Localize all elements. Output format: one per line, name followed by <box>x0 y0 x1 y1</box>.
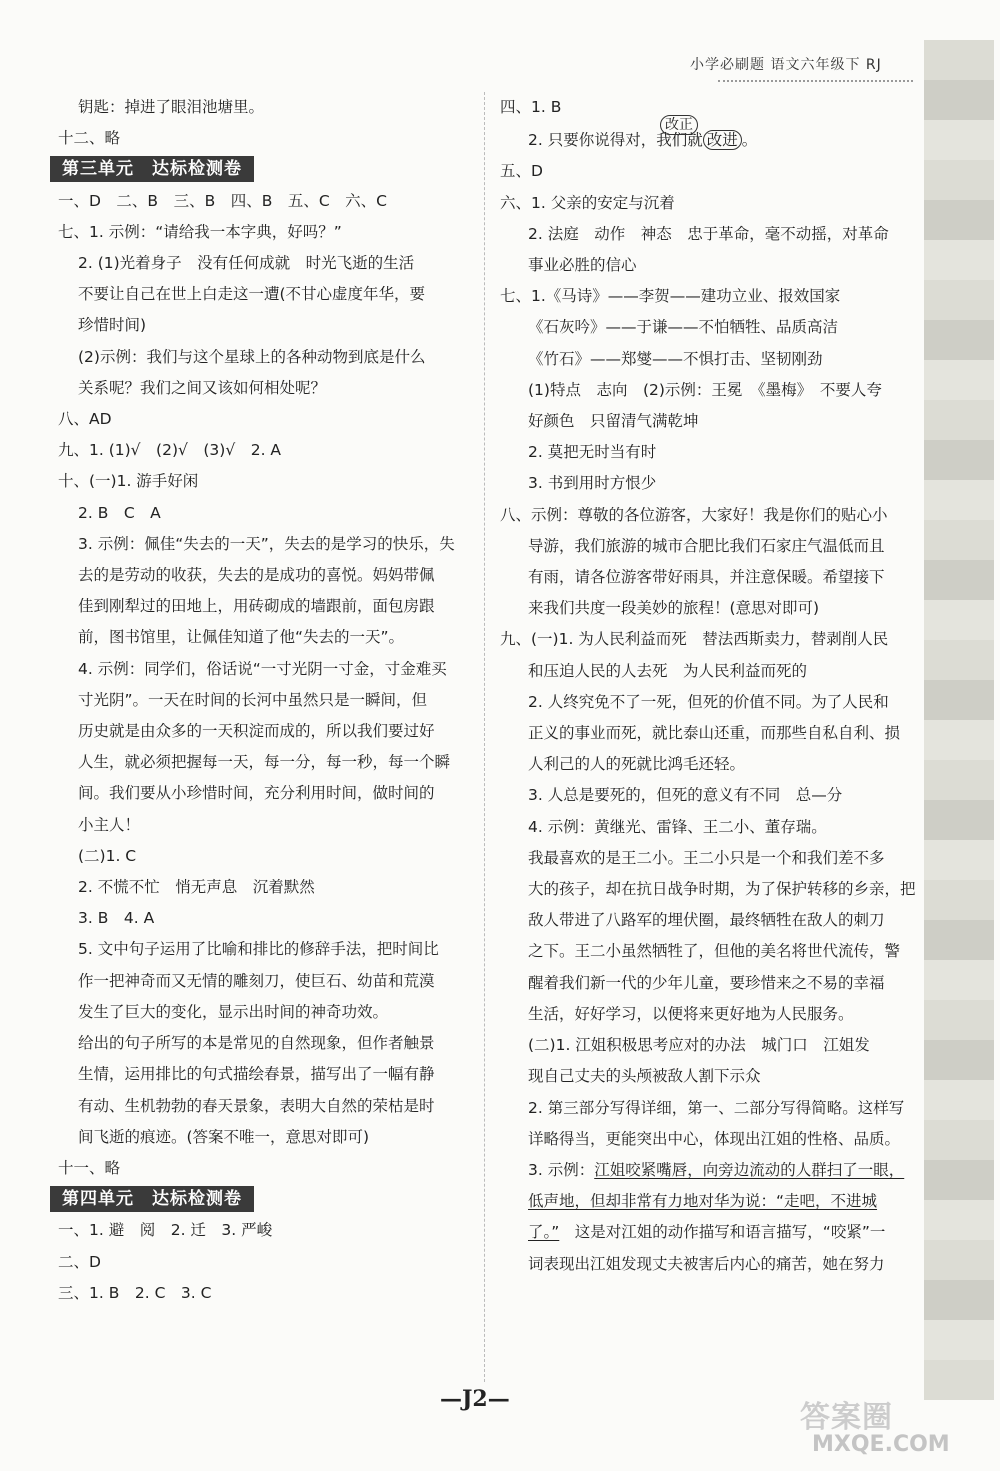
text-line: 十二、略 <box>58 129 121 148</box>
unit3-heading <box>50 154 470 185</box>
text-line: 小主人！ <box>78 815 141 834</box>
text-line: 八、示例：尊敬的各位游客，大家好！我是你们的贴心小 <box>500 505 888 524</box>
text-line: 寸光阴”。一天在时间的长河中虽然只是一瞬间，但 <box>78 690 428 709</box>
text-line: 3. B 4. A <box>78 909 155 928</box>
text-line: 事业必胜的信心 <box>528 256 637 275</box>
text-line: 二、D <box>58 1252 101 1271</box>
text-line: (二)1. 江姐积极思考应对的办法 城门口 江姐发 <box>528 1036 870 1055</box>
text-line: 七、1. 示例：“请给我一本字典，好吗？” <box>58 222 342 241</box>
text-line: 来我们共度一段美妙的旅程！(意思对即可) <box>528 599 820 618</box>
text-line: 好颜色 只留清气满乾坤 <box>528 412 699 431</box>
text-line <box>500 1155 918 1186</box>
text-line: 四、1. B <box>500 98 562 116</box>
text-line: 关系呢？我们之间又该如何相处呢？ <box>78 378 327 397</box>
text-line: 历史就是由众多的一天积淀而成的，所以我们要过好 <box>78 722 435 741</box>
text-line: 3. 书到用时方恨少 <box>528 474 657 493</box>
watermark-url: MXQE.COM <box>812 1432 950 1457</box>
text-line: 之下。王二小虽然牺牲了，但他的美名将世代流传，警 <box>528 942 901 961</box>
text-line: 发生了巨大的变化，显示出时间的神奇功效。 <box>78 1002 389 1021</box>
text-line: 佳到刚犁过的田地上，用砖砌成的墙跟前，面包房跟 <box>78 597 435 616</box>
text-line: 2. 第三部分写得详细，第一、二部分写得简略。这样写 <box>528 1098 905 1117</box>
text-line: 人生，就必须把握每一天，每一分，每一秒，每一个瞬 <box>78 753 451 772</box>
annotation-mark: 改正 <box>660 115 698 135</box>
text-line: 醒着我们新一代的少年儿童，要珍惜来之不易的幸福 <box>528 973 885 992</box>
text-line: 详略得当，更能突出中心，体现出江姐的性格、品质。 <box>528 1129 901 1148</box>
text-line: 2. 不慌不忙 悄无声息 沉着默然 <box>78 878 315 897</box>
text-line <box>500 125 918 156</box>
text-line: 《石灰吟》——于谦——不怕牺牲、品质高洁 <box>528 318 839 337</box>
text-line: 十一、略 <box>58 1158 121 1177</box>
text-line <box>500 1217 918 1248</box>
text-line: 给出的句子所写的本是常见的自然现象，但作者触景 <box>78 1034 435 1053</box>
text-line: (二)1. C <box>78 846 137 865</box>
text-line: 生情，运用排比的句式描绘春景，描写出了一幅有静 <box>78 1065 435 1084</box>
side-decoration-strip <box>924 40 994 1400</box>
unit-title: 第四单元 达标检测卷 <box>50 1186 254 1212</box>
text-line: 《竹石》——郑燮——不惧打击、坚韧刚劲 <box>528 349 823 368</box>
text-line: 我最喜欢的是王二小。王二小只是一个和我们差不多 <box>528 848 885 867</box>
text-line: 前，图书馆里，让佩佳知道了他“失去的一天”。 <box>78 628 405 647</box>
right-column <box>500 92 918 1280</box>
text-segment: 2. 只要你说得对，我们就 <box>528 131 703 150</box>
text-line: 去的是劳动的收获，失去的是成功的喜悦。妈妈带佩 <box>78 566 435 585</box>
text-line: 2. B C A <box>78 503 161 522</box>
correction-annotation <box>500 117 918 134</box>
text-line: 九、(一)1. 为人民利益而死 替法西斯卖力，替剥削人民 <box>500 630 889 649</box>
text-line: (2)示例：我们与这个星球上的各种动物到底是什么 <box>78 347 426 366</box>
underlined-quote: 低声地，但却非常有力地对华为说：“走吧，不进城 <box>528 1192 878 1211</box>
page-header: 小学必刷题 语文六年级下 RJ <box>690 57 882 73</box>
text-line: 作一把神奇而又无情的雕刻刀，使巨石、幼苗和荒漠 <box>78 971 435 990</box>
text-line: 五、D <box>500 162 543 181</box>
text-line: 2. 人终究免不了一死，但死的价值不同。为了人民和 <box>528 692 889 711</box>
text-line: 5. 文中句子运用了比喻和排比的修辞手法，把时间比 <box>78 940 439 959</box>
text-segment: 3. 示例： <box>528 1160 595 1179</box>
text-line: 正义的事业而死，就比泰山还重，而那些自私自利、损 <box>528 724 901 743</box>
text-line: 和压迫人民的人去死 为人民利益而死的 <box>528 661 808 680</box>
text-line: 一、1. 避 阅 2. 迁 3. 严峻 <box>58 1221 273 1240</box>
text-line: 有雨，请各位游客带好雨具，并注意保暖。希望接下 <box>528 568 885 587</box>
text-segment: 这是对江姐的动作描写和语言描写，“咬紧”一 <box>559 1223 886 1242</box>
unit-title: 第三单元 达标检测卷 <box>50 156 254 182</box>
text-line: 十、(一)1. 游手好闲 <box>58 472 199 491</box>
text-line: 现自己丈夫的头颅被敌人割下示众 <box>528 1067 761 1086</box>
text-line: 2. 莫把无时当有时 <box>528 443 657 462</box>
underlined-quote: 江姐咬紧嘴唇，向旁边流动的人群扫了一眼， <box>594 1160 905 1179</box>
underlined-quote: 了。” <box>528 1223 560 1242</box>
text-line: 敌人带进了八路军的埋伏圈，最终牺牲在敌人的刺刀 <box>528 911 885 930</box>
circled-word: 改进 <box>703 130 742 150</box>
text-line: 七、1.《马诗》——李贺——建功立业、报效国家 <box>500 287 841 306</box>
text-line: 生活，好好学习，以便将来更好地为人民服务。 <box>528 1004 854 1023</box>
column-divider <box>484 92 485 1382</box>
text-line: 间飞逝的痕迹。(答案不唯一，意思对即可) <box>78 1127 370 1146</box>
text-line: (1)特点 志向 (2)示例：王冕 《墨梅》 不要人夸 <box>528 380 882 399</box>
text-line: 4. 示例：黄继光、雷锋、王二小、董存瑞。 <box>528 817 827 836</box>
text-line: 钥匙：掉进了眼泪池塘里。 <box>78 98 265 116</box>
text-line: 人利己的人的死就比鸿毛还轻。 <box>528 755 746 774</box>
text-segment: 。 <box>741 131 758 150</box>
text-line: 一、D 二、B 三、B 四、B 五、C 六、C <box>58 191 387 210</box>
unit4-heading <box>50 1184 470 1215</box>
watermark-logo: 答案圈 <box>800 1400 893 1435</box>
text-line: 词表现出江姐发现丈夫被害后内心的痛苦，她在努力 <box>528 1254 885 1273</box>
left-column <box>50 92 470 1309</box>
text-line: 有动、生机勃勃的春天景象，表明大自然的荣枯是时 <box>78 1096 435 1115</box>
text-line: 间。我们要从小珍惜时间，充分利用时间，做时间的 <box>78 784 435 803</box>
text-line: 3. 示例：佩佳“失去的一天”，失去的是学习的快乐，失 <box>78 534 455 553</box>
text-line: 导游，我们旅游的城市合肥比我们石家庄气温低而且 <box>528 536 885 555</box>
text-line: 八、AD <box>58 410 112 429</box>
text-line: 三、1. B 2. C 3. C <box>58 1283 212 1302</box>
text-line: 2. 法庭 动作 神态 忠于革命，毫不动摇，对革命 <box>528 224 889 243</box>
text-line: 大的孩子，却在抗日战争时期，为了保护转移的乡亲，把 <box>528 880 916 899</box>
header-dotted-rule <box>718 80 913 82</box>
text-line: 3. 人总是要死的，但死的意义有不同 总—分 <box>528 786 843 805</box>
text-line: 不要让自己在世上白走这一遭(不甘心虚度年华，要 <box>78 285 426 304</box>
text-line: 2. (1)光着身子 没有任何成就 时光飞逝的生活 <box>78 254 415 273</box>
text-line: 珍惜时间) <box>78 316 147 335</box>
text-line: 九、1. (1)√ (2)√ (3)√ 2. A <box>58 441 282 460</box>
text-line: 4. 示例：同学们，俗话说“一寸光阴一寸金，寸金难买 <box>78 659 447 678</box>
text-line: 六、1. 父亲的安定与沉着 <box>500 193 675 212</box>
page-number: —J2— <box>440 1386 510 1412</box>
